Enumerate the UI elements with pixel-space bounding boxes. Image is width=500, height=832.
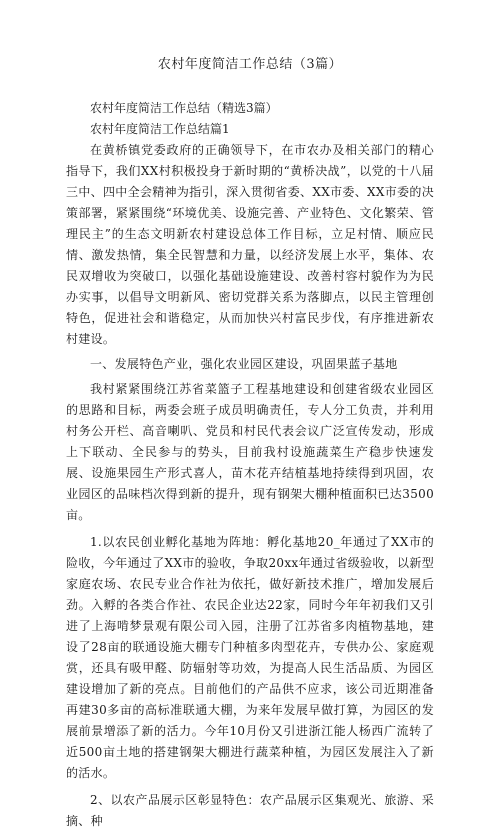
paragraph-industry: 我村紧紧围绕江苏省菜篮子工程基地建设和创建省级农业园区的思路和目标，两委会班子成员明确责任，专人分工负责，并利用村务公开栏、高音喇叭、党员和村民代表会议广泛宣传发动，形成上下联动、全民参与的势头，目前我村设施蔬菜生产稳步快速发展、设施果园生产形式喜人，苗木花卉结植基地持续得到巩固，农业园区的品味档次得到新的提升，现有钢架大棚种植面积已达3500亩。 — [66, 382, 434, 522]
paragraph-incubation-base: 1.以农民创业孵化基地为阵地：孵化基地20_年通过了XX市的险收，今年通过了XX市的验收，争取20xx年通过省级验收，以新型家庭农场、农民专业合作社为依托，做好新技术推广，增加发展后劲。入孵的各类合作社、农民企业达22家，同时今年年初我们又引进了上海啃梦景观有限公司入园，注册了江苏省多肉植物基地，建设了28亩的联通设施大棚专门种植多肉型花卉，专供办公、家庭观赏，还具有吸甲醛、防辐射等功效，为提高人民生活品质、为园区建设增加了新的亮点。目前他们的产品供不应求，该公司近期准备再建30多亩的高标准联通大棚，为来年发展早做打算，为园区的发展前景增添了新的活力。今年10月份又引进浙江能人杨西广流转了近500亩土地的搭建钢架大棚进行蔬菜种植，为园区发展注入了新的活水。 — [66, 535, 434, 780]
document-title: 农村年度简洁工作总结（3篇） — [157, 57, 343, 72]
paragraph-intro: 在黄桥镇党委政府的正确领导下，在市农办及相关部门的精心指导下，我们XX村积极投身于新时期的“黄桥决战”，以党的十八届三中、四中全会精神为指引，深入贯彻省委、XX市委、XX市委的决策部署，紧紧围绕“环境优美、设施完善、产业特色、文化繁荣、管理民主”的生态文明新农村建设总体工作目标，立足村情、顺应民情、激发热情，集全民智慧和力量，以经济发展上水平，集体、农民双增收为突破口，以强化基础设施建设、改善村容村貌作为为民办实事，以倡导文明新风、密切党群关系为落脚点，以民主管理创特色，促进社会和谐稳定，从而加快兴村富民步伐，有序推进新农村建设。 — [66, 143, 434, 346]
document-subtitle: 农村年度简洁工作总结（精选3篇） — [90, 101, 278, 115]
section-title: 农村年度简洁工作总结篇1 — [90, 122, 230, 136]
heading-section-one: 一、发展特色产业，强化农业园区建设，巩固果蓝子基地 — [90, 357, 398, 371]
paragraph-showcase-area: 2、以农产品展示区彰显特色：农产品展示区集观光、旅游、采摘、种 — [66, 793, 434, 828]
